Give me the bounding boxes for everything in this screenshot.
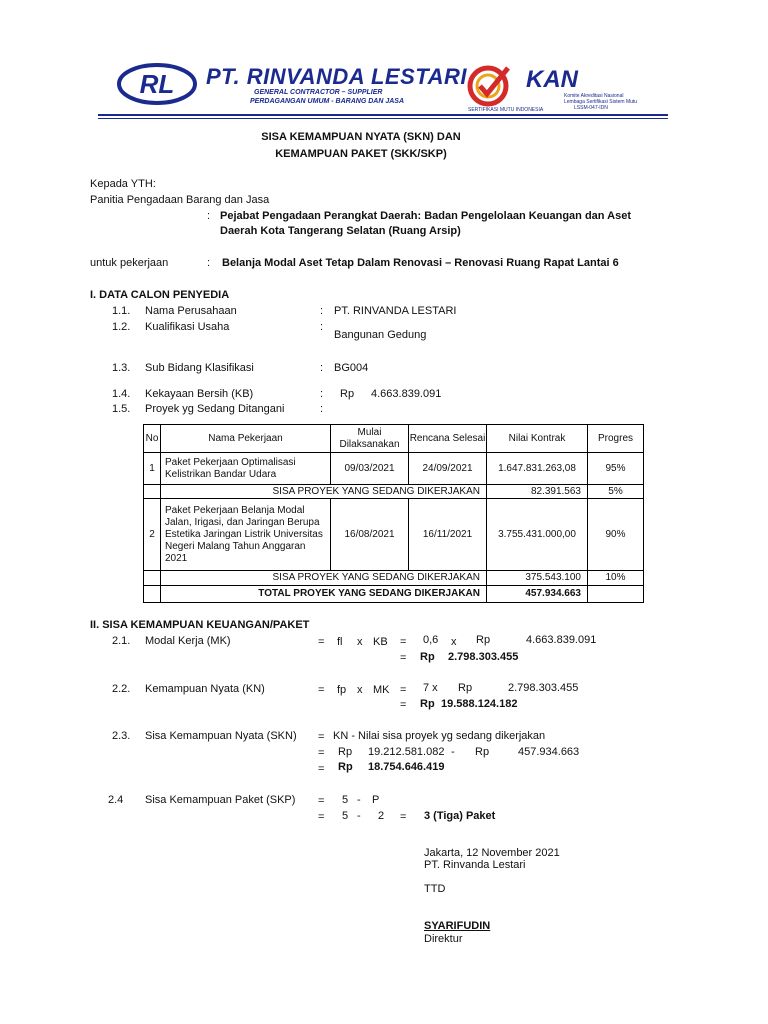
row-progress: 95% — [605, 462, 626, 474]
logo-letters: RL — [139, 69, 175, 99]
projects-table — [143, 424, 644, 603]
currency: Rp — [340, 388, 355, 400]
row-number: 1 — [149, 462, 155, 474]
company-name: PT. RINVANDA LESTARI — [206, 64, 467, 89]
value: 2 — [378, 810, 385, 822]
colon: : — [320, 305, 324, 317]
value: 4.663.839.091 — [526, 634, 597, 646]
equals: = — [400, 652, 407, 664]
addressee-greeting: Kepada YTH: — [90, 178, 156, 190]
th-no: No — [145, 432, 159, 444]
factor: KB — [373, 636, 388, 648]
currency: Rp — [338, 746, 353, 758]
kn-result: 19.588.124.182 — [441, 698, 518, 710]
colon: : — [207, 210, 211, 222]
colon: : — [320, 388, 324, 400]
currency: Rp — [420, 651, 435, 663]
place-date: Jakarta, 12 November 2021 — [424, 847, 560, 859]
currency: Rp — [458, 682, 473, 694]
value: 2.798.303.455 — [508, 682, 579, 694]
minus: - — [357, 794, 361, 806]
item-number: 1.3. — [112, 362, 131, 374]
value: 19.212.581.082 — [368, 746, 445, 758]
row-number: 2 — [149, 528, 155, 540]
row-contract-value: 1.647.831.263,08 — [498, 462, 576, 474]
minus: - — [451, 746, 455, 758]
currency: Rp — [475, 746, 490, 758]
company-tagline: GENERAL CONTRACTOR – SUPPLIER — [254, 89, 383, 96]
signature-ttd: TTD — [424, 883, 446, 895]
currency: Rp — [420, 698, 435, 710]
factor: fp — [337, 684, 347, 696]
times: x — [357, 684, 363, 696]
work-title: Belanja Modal Aset Tetap Dalam Renovasi – Renovasi Ruang Rapat Lantai 6 — [222, 257, 619, 269]
item-number: 1.5. — [112, 403, 131, 415]
remaining-label: SISA PROYEK YANG SEDANG DIKERJAKAN — [272, 572, 480, 583]
mk-result: 2.798.303.455 — [448, 651, 519, 663]
company-logo — [116, 62, 198, 109]
signature-company: PT. Rinvanda Lestari — [424, 859, 526, 871]
signatory-title: Direktur — [424, 933, 463, 945]
row-end-date: 16/11/2021 — [422, 528, 473, 540]
factor: fl — [337, 636, 343, 648]
kan-subtitle: Komite Akreditasi Nasional — [564, 93, 624, 99]
header-divider-thin — [98, 118, 668, 119]
item-number: 2.3. — [112, 730, 131, 742]
row-start-date: 09/03/2021 — [344, 462, 395, 474]
document-subtitle: KEMAMPUAN PAKET (SKK/SKP) — [275, 148, 447, 160]
skn-result: 18.754.646.419 — [368, 761, 445, 773]
header-divider — [98, 114, 668, 116]
equals: = — [400, 699, 407, 711]
value: 5 — [342, 794, 349, 806]
company-name-value: PT. RINVANDA LESTARI — [334, 305, 457, 317]
item-label: Kualifikasi Usaha — [145, 321, 230, 333]
value: 457.934.663 — [518, 746, 580, 758]
value: 0,6 — [423, 634, 439, 646]
item-label: Kemampuan Nyata (KN) — [145, 683, 265, 695]
currency: Rp — [476, 634, 491, 646]
equals: = — [318, 795, 325, 807]
th-end-date: Rencana Selesai — [409, 432, 486, 444]
remaining-percent: 5% — [608, 485, 623, 497]
th-contract-value: Nilai Kontrak — [508, 432, 566, 444]
sub-classification-value: BG004 — [334, 362, 369, 374]
item-label: Kekayaan Bersih (KB) — [145, 388, 254, 400]
work-label: untuk pekerjaan — [90, 257, 169, 269]
factor: MK — [373, 684, 390, 696]
row-start-date: 16/08/2021 — [344, 528, 395, 540]
row-project-name: Paket Pekerjaan Belanja Modal Jalan, Irigasi, dan Jaringan Berupa Estetika Jaringan Listrik Universitas Negeri Malang Tahun Anggaran 2021 — [165, 504, 323, 564]
remaining-value: 375.543.100 — [525, 572, 581, 583]
remaining-label: SISA PROYEK YANG SEDANG DIKERJAKAN — [272, 485, 480, 497]
equals: = — [318, 731, 325, 743]
minus: - — [357, 810, 361, 822]
total-label: TOTAL PROYEK YANG SEDANG DIKERJAKAN — [258, 588, 480, 599]
addressee-official-2: Daerah Kota Tangerang Selatan (Ruang Arsip) — [220, 225, 461, 237]
item-number: 2.1. — [112, 635, 131, 647]
th-progress: Progres — [597, 432, 633, 444]
item-number: 2.4 — [108, 794, 124, 806]
equals: = — [318, 811, 325, 823]
th-project-name: Nama Pekerjaan — [208, 432, 283, 444]
document-title: SISA KEMAMPUAN NYATA (SKN) DAN — [261, 131, 461, 143]
section-1-heading: I. DATA CALON PENYEDIA — [90, 289, 230, 301]
equals: = — [400, 636, 407, 648]
value: 7 x — [423, 682, 438, 694]
value: 5 — [342, 810, 349, 822]
kan-subtitle-2: Lembaga Sertifikasi Sistem Mutu — [564, 99, 638, 105]
remaining-percent: 10% — [605, 572, 626, 583]
item-number: 2.2. — [112, 683, 131, 695]
row-progress: 90% — [605, 528, 626, 540]
total-value: 457.934.663 — [525, 588, 581, 599]
qualification-value: Bangunan Gedung — [334, 329, 427, 341]
colon: : — [320, 362, 324, 374]
row-end-date: 24/09/2021 — [422, 462, 473, 474]
cert-subtitle: SERTIFIKASI MUTU INDONESIA — [468, 107, 544, 113]
times: x — [357, 636, 363, 648]
colon: : — [320, 403, 324, 415]
equals: = — [318, 636, 325, 648]
skp-result: 3 (Tiga) Paket — [424, 810, 496, 822]
item-number: 1.4. — [112, 388, 131, 400]
item-label: Sub Bidang Klasifikasi — [145, 362, 254, 374]
row-project-name: Paket Pekerjaan Optimalisasi Kelistrikan Bandar Udara — [165, 456, 296, 480]
factor: P — [372, 794, 380, 806]
item-label: Sisa Kemampuan Paket (SKP) — [145, 794, 296, 806]
section-2-heading: II. SISA KEMAMPUAN KEUANGAN/PAKET — [90, 619, 310, 631]
item-label: Nama Perusahaan — [145, 305, 237, 317]
remaining-value: 82.391.563 — [530, 485, 581, 497]
company-tagline-2: PERDAGANGAN UMUM - BARANG DAN JASA — [250, 98, 404, 105]
colon: : — [320, 321, 324, 333]
currency: Rp — [338, 761, 353, 773]
equals: = — [400, 684, 407, 696]
net-worth-value: 4.663.839.091 — [371, 388, 442, 400]
item-number: 1.2. — [112, 321, 131, 333]
colon: : — [207, 257, 211, 269]
equals: = — [318, 763, 325, 775]
item-number: 1.1. — [112, 305, 131, 317]
kan-logo-text: KAN — [526, 66, 578, 93]
addressee-committee: Panitia Pengadaan Barang dan Jasa — [90, 194, 270, 206]
equals: = — [318, 747, 325, 759]
item-label: Modal Kerja (MK) — [145, 635, 231, 647]
kan-subtitle-3: LSSM-047-IDN — [574, 105, 608, 111]
item-label: Sisa Kemampuan Nyata (SKN) — [145, 730, 297, 742]
th-start-date: Mulai Dilaksanakan — [339, 426, 400, 450]
item-label: Proyek yg Sedang Ditangani — [145, 403, 285, 415]
addressee-official: Pejabat Pengadaan Perangkat Daerah: Badan Pengelolaan Keuangan dan Aset — [220, 210, 631, 222]
times: x — [451, 636, 457, 648]
equals: = — [400, 811, 407, 823]
signatory-name: SYARIFUDIN — [424, 920, 491, 932]
skn-formula: KN - Nilai sisa proyek yg sedang dikerjakan — [333, 730, 546, 742]
equals: = — [318, 684, 325, 696]
row-contract-value: 3.755.431.000,00 — [498, 528, 576, 540]
